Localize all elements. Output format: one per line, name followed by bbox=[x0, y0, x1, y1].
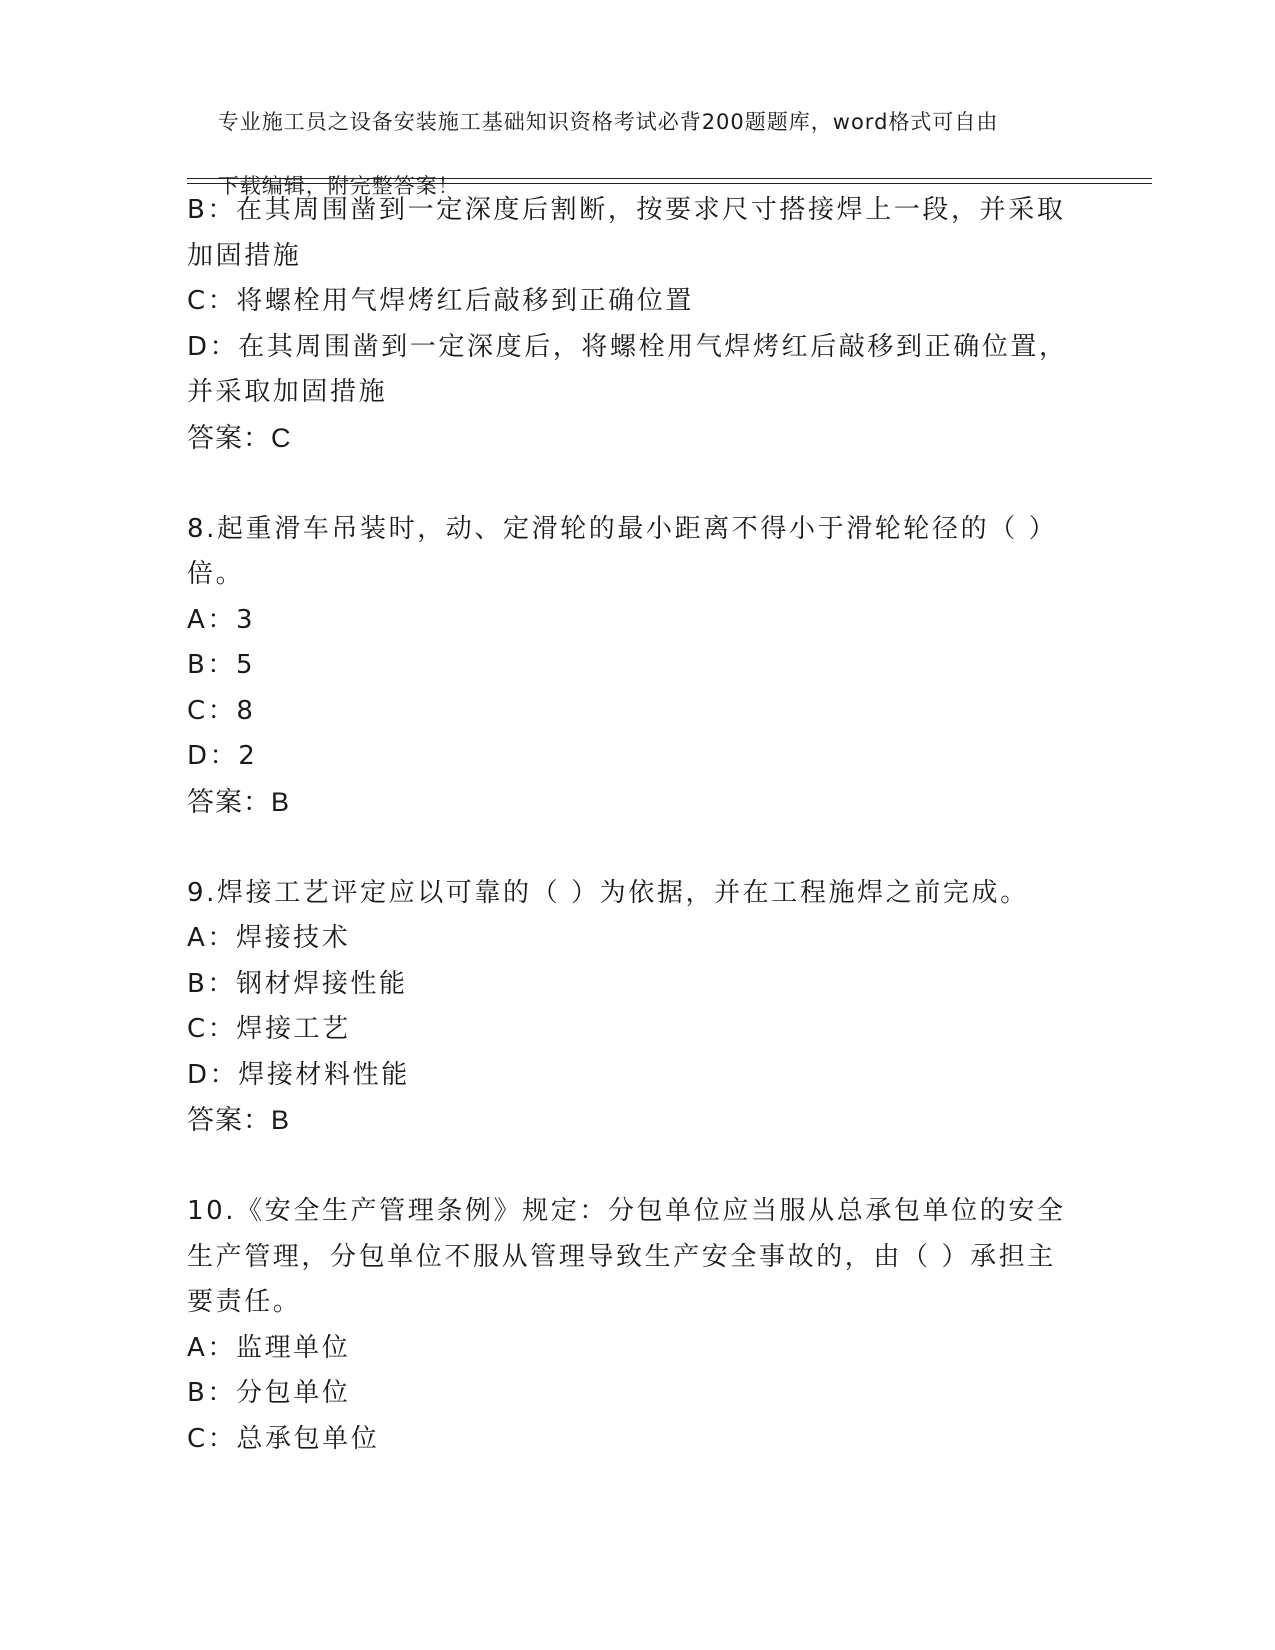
header-line-2: 下载编辑，附完整答案！ bbox=[217, 174, 460, 198]
spacer bbox=[187, 1144, 1087, 1190]
option-a: A：监理单位 bbox=[187, 1332, 351, 1363]
spacer bbox=[187, 461, 1087, 507]
option-a: A：3 bbox=[187, 604, 256, 635]
question-7-continued bbox=[187, 188, 1087, 461]
option-b: B：分包单位 bbox=[187, 1378, 351, 1408]
spacer bbox=[187, 825, 1087, 871]
option-d: D：焊接材料性能 bbox=[187, 1059, 410, 1090]
question-10 bbox=[187, 1189, 1087, 1462]
question-text: 要责任。 bbox=[187, 1287, 302, 1317]
header-rule-top bbox=[187, 178, 1152, 179]
option-b: B：5 bbox=[187, 650, 256, 680]
option-d: D：2 bbox=[187, 741, 258, 771]
option-c: C：8 bbox=[187, 695, 256, 726]
question-text: 倍。 bbox=[187, 559, 245, 589]
option-b: B：钢材焊接性能 bbox=[187, 968, 408, 999]
option-a: A：焊接技术 bbox=[187, 923, 351, 953]
header-line-1: 专业施工员之设备安装施工基础知识资格考试必背200题题库，word格式可自由 bbox=[217, 110, 999, 134]
answer-line: 答案：B bbox=[187, 1105, 291, 1135]
option-line: 并采取加固措施 bbox=[187, 377, 388, 407]
question-text: 10.《安全生产管理条例》规定：分包单位应当服从总承包单位的安全 bbox=[187, 1196, 1066, 1226]
answer-line: 答案：C bbox=[187, 422, 292, 453]
option-line: 加固措施 bbox=[187, 240, 302, 271]
question-9 bbox=[187, 871, 1087, 1144]
header-rule-bottom bbox=[187, 183, 1152, 184]
option-line: B：在其周围凿到一定深度后割断，按要求尺寸搭接焊上一段，并采取 bbox=[187, 195, 1066, 225]
question-text: 9.焊接工艺评定应以可靠的（ ）为依据，并在工程施焊之前完成。 bbox=[187, 877, 1029, 908]
question-8 bbox=[187, 507, 1087, 826]
option-line: C：将螺栓用气焊烤红后敲移到正确位置 bbox=[187, 286, 694, 316]
option-c: C：总承包单位 bbox=[187, 1423, 380, 1454]
question-text: 生产管理，分包单位不服从管理导致生产安全事故的，由（ ）承担主 bbox=[187, 1241, 1056, 1272]
option-c: C：焊接工艺 bbox=[187, 1014, 351, 1044]
question-text: 8.起重滑车吊装时，动、定滑轮的最小距离不得小于滑轮轮径的（ ） bbox=[187, 513, 1058, 544]
document-body bbox=[187, 188, 1087, 1462]
answer-line: 答案：B bbox=[187, 786, 291, 817]
option-line: D：在其周围凿到一定深度后，将螺栓用气焊烤红后敲移到正确位置， bbox=[187, 331, 1068, 362]
